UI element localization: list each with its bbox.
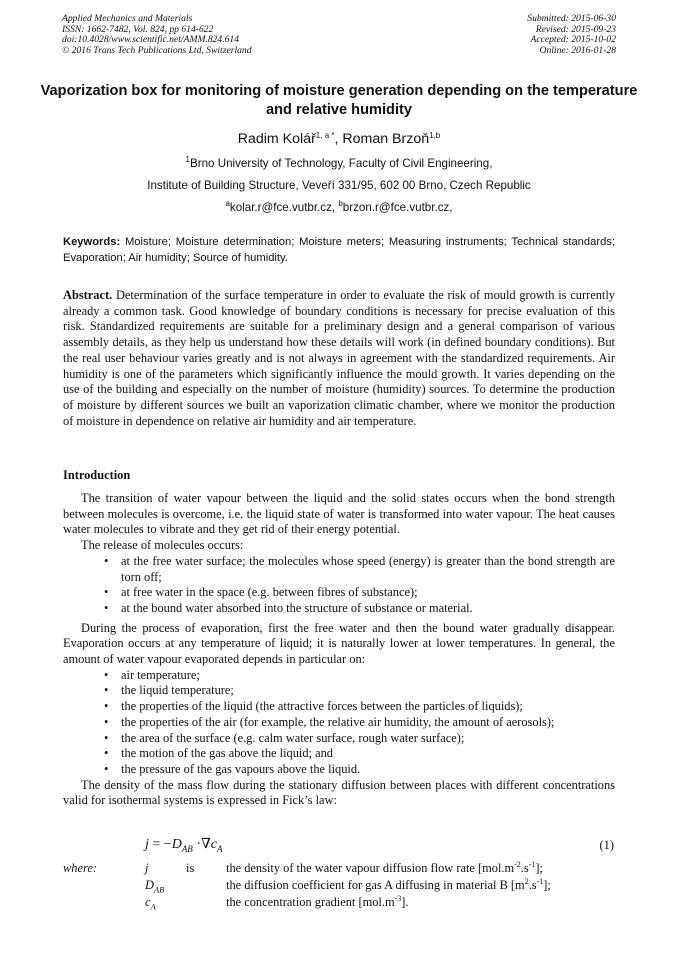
- list-item-text: at free water in the space (e.g. between fibres of substance);: [121, 585, 418, 600]
- author-1: Radim Kolář: [237, 131, 316, 147]
- where-symbol: [145, 861, 148, 877]
- where-symbol: [145, 895, 156, 911]
- affiliation-sup: 1: [185, 155, 190, 164]
- eq-c-sub: A: [216, 843, 223, 854]
- copyright-line: © 2016 Trans Tech Publications Ltd, Switzerland: [62, 44, 252, 56]
- eq-equals: = −: [148, 837, 172, 852]
- journal-name: Applied Mechanics and Materials: [62, 13, 193, 24]
- list-item: [63, 762, 615, 778]
- symbol-sub: AB: [153, 884, 165, 895]
- symbol-text: j: [145, 861, 149, 875]
- list-item-text: the properties of the liquid (the attractive forces between the particles of liquids);: [121, 699, 523, 714]
- desc-end: ];: [535, 861, 543, 875]
- list-item: [63, 731, 615, 747]
- bullet-icon: •: [104, 699, 109, 714]
- email-a-sup: a: [225, 199, 230, 208]
- eq-D: D: [171, 837, 182, 852]
- equation-number: (1): [599, 838, 614, 852]
- bullet-icon: •: [104, 600, 109, 615]
- symbol-sub: A: [150, 901, 156, 912]
- author-2-sup: 1,b: [429, 131, 441, 140]
- list-item-text: the properties of the air (for example, the relative air humidity, the amount of aerosols);: [121, 714, 555, 729]
- accepted-date: Accepted: 2015-10-02: [530, 34, 616, 46]
- where-label: where:: [63, 861, 97, 875]
- abstract-label: Abstract.: [63, 288, 113, 302]
- eq-lhs: j: [145, 837, 149, 852]
- equation-ficks-law: [145, 836, 222, 854]
- where-description: [226, 878, 551, 893]
- list-item: [63, 601, 615, 617]
- author-1-sup: 1, a *: [315, 131, 335, 140]
- where-symbol: [145, 878, 164, 894]
- online-date: Online: 2016-01-28: [539, 44, 616, 56]
- paragraph-2: The release of molecules occurs:: [81, 538, 244, 553]
- symbol-text: c: [145, 895, 151, 909]
- bullet-list-2: [63, 668, 615, 778]
- desc-sup: 2: [524, 877, 529, 886]
- bullet-icon: •: [104, 667, 109, 682]
- bullet-list-1: [63, 554, 615, 617]
- bullet-icon: •: [104, 730, 109, 745]
- affiliation-text-1: Brno University of Technology, Faculty of Civil Engineering,: [190, 157, 493, 170]
- desc-sup: -3: [394, 894, 402, 903]
- list-item: [63, 668, 615, 684]
- desc-mid: .s: [520, 861, 529, 875]
- authors-line: [0, 131, 678, 147]
- where-description: [226, 895, 409, 910]
- affiliation-line-1: [0, 157, 678, 170]
- eq-D-sub: AB: [181, 843, 193, 854]
- section-heading: Introduction: [63, 468, 131, 482]
- desc-sup: -1: [536, 877, 544, 886]
- author-2: Roman Brzoň: [342, 131, 430, 147]
- author-separator: ,: [334, 131, 343, 147]
- desc-end: ];: [543, 878, 551, 892]
- list-item: [63, 554, 615, 585]
- keywords: [63, 235, 615, 266]
- list-item-text: the pressure of the gas vapours above the liquid.: [121, 761, 361, 776]
- desc-text: the concentration gradient [mol.m: [226, 895, 395, 909]
- desc-sup: -1: [528, 860, 536, 869]
- list-item: [63, 715, 615, 731]
- list-item: [63, 683, 615, 699]
- list-item-text: air temperature;: [121, 667, 200, 682]
- dates-header: [527, 14, 616, 56]
- where-is: is: [186, 861, 195, 875]
- where-description: [226, 861, 543, 876]
- list-item-text: at the free water surface; the molecules whose speed (energy) is greater than the bond strength are torn off;: [121, 553, 615, 584]
- list-item: [63, 585, 615, 601]
- bullet-icon: •: [104, 746, 109, 761]
- eq-c: c: [210, 837, 217, 852]
- journal-header: [62, 14, 252, 56]
- list-item-text: the motion of the gas above the liquid; and: [121, 746, 333, 761]
- list-item-text: the liquid temperature;: [121, 683, 234, 698]
- keywords-label: Keywords:: [63, 236, 121, 248]
- list-item: [63, 746, 615, 762]
- affiliation-line-2: Institute of Building Structure, Veveří 331/95, 602 00 Brno, Czech Republic: [147, 179, 531, 192]
- list-item: [63, 699, 615, 715]
- bullet-icon: •: [104, 683, 109, 698]
- desc-mid: .s: [528, 878, 537, 892]
- introduction-body: [63, 491, 615, 809]
- abstract-text: Determination of the surface temperature in order to evaluate the risk of mould growth is currently already a common task. Good knowledge of boundary conditions is necessary for precise evaluation of this risk. Standardized requirements are suitable for a preliminary design and a general comparison of various assembly details, as they help us understand how these details will work (in defined boundary conditions). But the real user behaviour varies greatly and is not always in agreement with the standardized requirements. Air humidity is one of the parameters which significantly influence the mould growth. It varies depending on the use of the building and especially on the number of moisture (humidity) sources. To determine the production of moisture by different sources we built an vaporization climatic chamber, where we monitor the production of moisture in dependence on relative air humidity and air temperature.: [63, 288, 615, 428]
- doi-line: doi:10.4028/www.scientific.net/AMM.824.614: [62, 34, 240, 46]
- issn-line: ISSN: 1662-7482, Vol. 824, pp 614-622: [62, 23, 214, 35]
- eq-nabla: ·∇: [192, 837, 211, 852]
- desc-end: ].: [401, 895, 409, 909]
- bullet-icon: •: [104, 585, 109, 600]
- paragraph-1: The transition of water vapour between the liquid and the solid states occurs when the bond strength between molecules is overcome, i.e. the liquid state of water is transformed into water vapour. The heat causes water molecules to vibrate and they get rid of their energy potential.: [63, 491, 615, 537]
- paragraph-3: During the process of evaporation, first the free water and then the bound water gradually disappear. Evaporation occurs at any temperature of liquid; it is naturally lower at lower temperatures. In general, the amount of water vapour evaporated depends in particular on:: [63, 620, 615, 667]
- list-item-text: at the bound water absorbed into the structure of substance or material.: [121, 600, 473, 615]
- desc-sup: -2: [514, 860, 521, 869]
- symbol-text: D: [145, 878, 154, 892]
- revised-date: Revised: 2015-09-23: [535, 23, 616, 35]
- abstract: [63, 288, 615, 429]
- desc-text: the density of the water vapour diffusion flow rate [mol.m: [226, 861, 515, 875]
- bullet-icon: •: [104, 553, 109, 568]
- desc-text: the diffusion coefficient for gas A diffusing in material B [m: [226, 878, 525, 892]
- submitted-date: Submitted: 2015-06-30: [527, 13, 616, 24]
- email-b: brzon.r@fce.vutbr.cz,: [342, 201, 453, 214]
- email-b-sup: b: [338, 199, 343, 208]
- paragraph-4: The density of the mass flow during the stationary diffusion between places with different concentrations valid for isothermal systems is expressed in Fick’s law:: [63, 777, 615, 808]
- email-a: kolar.r@fce.vutbr.cz,: [229, 201, 339, 214]
- bullet-icon: •: [104, 714, 109, 729]
- keywords-text: Moisture; Moisture determination; Moisture meters; Measuring instruments; Technical standards; Evaporation; Air humidity; Source of humidity.: [63, 236, 615, 264]
- emails-line: [0, 201, 678, 214]
- bullet-icon: •: [104, 761, 109, 776]
- paper-title: Vaporization box for monitoring of moisture generation depending on the temperature and relative humidity: [40, 83, 638, 118]
- list-item-text: the area of the surface (e.g. calm water surface, rough water surface);: [121, 730, 465, 745]
